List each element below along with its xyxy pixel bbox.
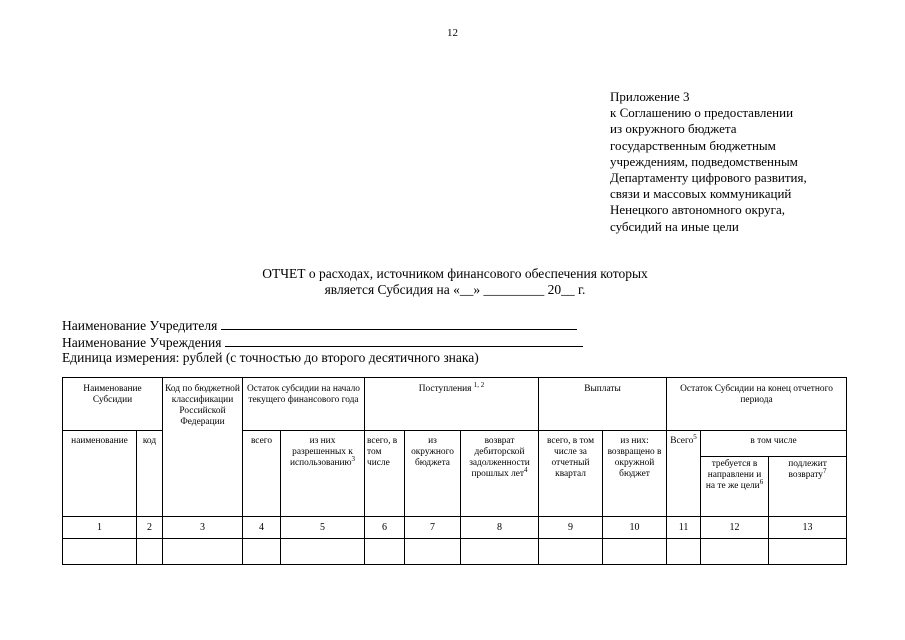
column-number: 6 [365, 517, 405, 539]
appendix-line: к Соглашению о предоставлении [610, 105, 794, 121]
report-title-line-2: является Субсидия на «__» _________ 20__ г. [324, 282, 586, 297]
unit-line: Единица измерения: рублей (с точностью до второго десятичного знака) [62, 350, 479, 366]
header-name: наименование [63, 431, 137, 517]
column-number: 7 [405, 517, 461, 539]
header-debt-return-label: возврат дебиторской задолженности прошлых лет [469, 436, 530, 479]
empty-cell [405, 539, 461, 565]
footnote-ref: 3 [351, 454, 356, 463]
table-row [63, 539, 847, 565]
column-number: 1 [63, 517, 137, 539]
header-receipts [365, 378, 539, 431]
empty-cell [769, 539, 847, 565]
header-debt-return [461, 431, 539, 517]
report-title-line-1: ОТЧЕТ о расходах, источником финансового обеспечения которых [262, 266, 648, 281]
appendix-line: связи и массовых коммуникаций [610, 186, 792, 202]
column-number: 2 [137, 517, 163, 539]
empty-cell [63, 539, 137, 565]
header-balance-end: Остаток Субсидии на конец отчетного периода [667, 378, 847, 431]
footnote-ref: 6 [759, 477, 764, 486]
institution-line [62, 334, 862, 351]
empty-cell [243, 539, 281, 565]
report-table [62, 377, 847, 565]
founder-line [62, 317, 862, 334]
empty-cell [461, 539, 539, 565]
header-allowed [281, 431, 365, 517]
header-receipts-total: всего, в том числе [365, 431, 405, 517]
column-number: 12 [701, 517, 769, 539]
header-allowed-label: из них разрешенных к использованию [289, 436, 353, 468]
header-required-label: требуется в направлени и на те же цели [705, 459, 762, 491]
column-number: 11 [667, 517, 701, 539]
institution-blank-field [225, 334, 583, 347]
appendix-line: из окружного бюджета [610, 121, 737, 137]
footnote-ref: 7 [823, 466, 827, 475]
appendix-line: государственным бюджетным [610, 137, 776, 153]
report-meta [62, 317, 862, 366]
header-receipts-label: Поступления [418, 384, 472, 394]
column-number: 9 [539, 517, 603, 539]
empty-cell [365, 539, 405, 565]
appendix-line: Приложение 3 [610, 89, 690, 104]
column-number-row [63, 517, 847, 539]
appendix-line: Ненецкого автономного округа, [610, 202, 785, 218]
empty-cell [539, 539, 603, 565]
column-number: 13 [769, 517, 847, 539]
header-total: всего [243, 431, 281, 517]
institution-label: Наименование Учреждения [62, 334, 222, 350]
empty-cell [603, 539, 667, 565]
column-number: 10 [603, 517, 667, 539]
footnote-ref: 4 [524, 465, 528, 474]
footnote-ref: 1, 2 [473, 380, 485, 389]
empty-cell [701, 539, 769, 565]
appendix-block [610, 89, 900, 235]
header-end-total [667, 431, 701, 517]
appendix-line: субсидий на иные цели [610, 218, 739, 234]
founder-blank-field [221, 317, 577, 330]
header-from-district: из окружного бюджета [405, 431, 461, 517]
founder-label: Наименование Учредителя [62, 318, 218, 333]
header-required [701, 457, 769, 517]
header-balance-start: Остаток субсидии на начало текущего финансового года [243, 378, 365, 431]
appendix-line: учреждениям, подведомственным [610, 153, 798, 169]
empty-cell [281, 539, 365, 565]
column-number: 4 [243, 517, 281, 539]
empty-cell [163, 539, 243, 565]
page-number: 12 [447, 27, 458, 39]
column-number: 5 [281, 517, 365, 539]
header-payments: Выплаты [539, 378, 667, 431]
header-refund [769, 457, 847, 517]
empty-cell [667, 539, 701, 565]
header-subsidy-name: Наименование Субсидии [63, 378, 163, 431]
column-number: 3 [163, 517, 243, 539]
header-code: код [137, 431, 163, 517]
column-number: 8 [461, 517, 539, 539]
header-budget-code: Код по бюджетной классификации Российской Федерации [163, 378, 243, 517]
appendix-line: Департаменту цифрового развития, [610, 170, 807, 186]
report-title [230, 266, 680, 298]
footnote-ref: 5 [693, 432, 697, 441]
header-returned: из них: возвращено в окружной бюджет [603, 431, 667, 517]
header-refund-label: подлежит возврату [788, 459, 827, 480]
header-including: в том числе [701, 431, 847, 457]
header-end-total-label: Всего [670, 436, 694, 446]
header-payments-total: всего, в том числе за отчетный квартал [539, 431, 603, 517]
empty-cell [137, 539, 163, 565]
